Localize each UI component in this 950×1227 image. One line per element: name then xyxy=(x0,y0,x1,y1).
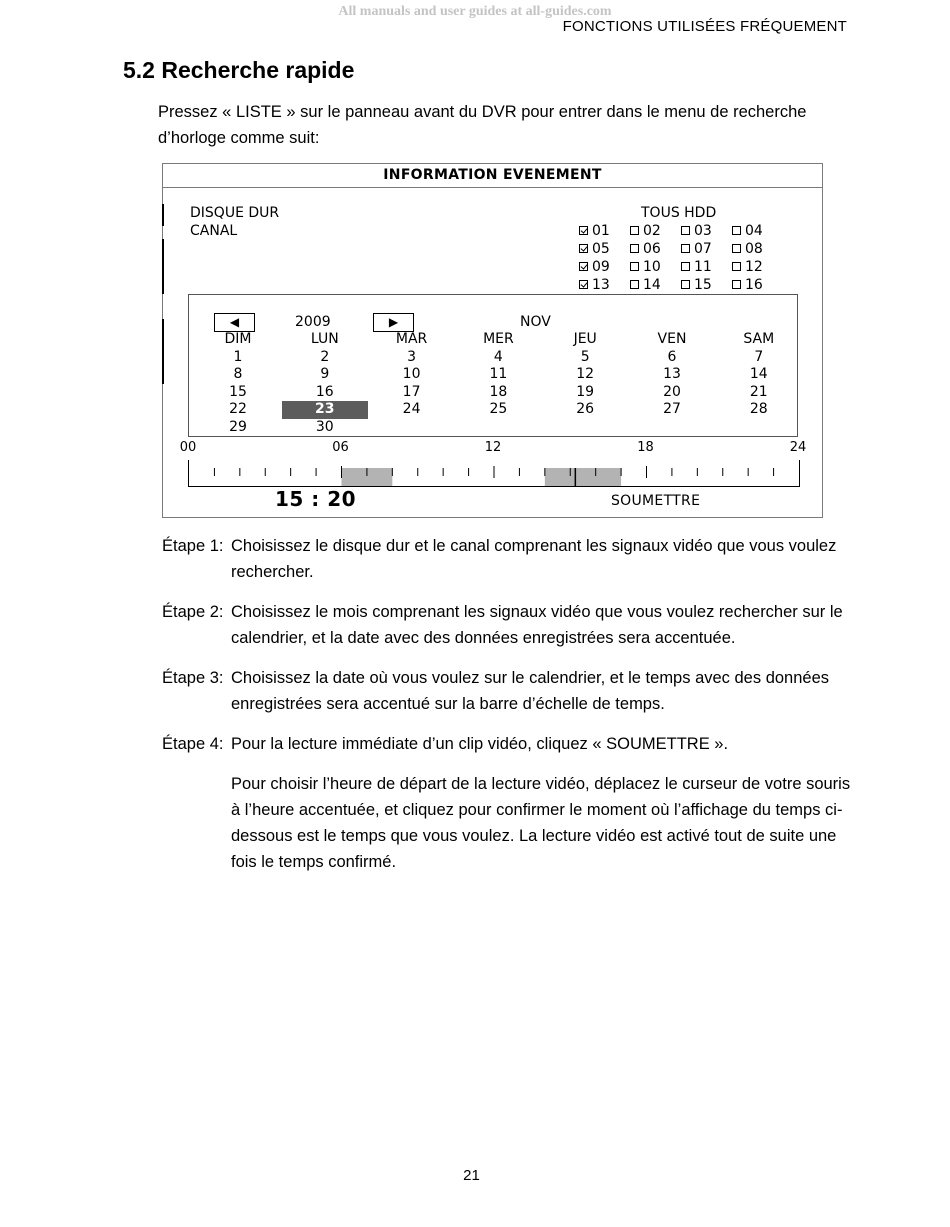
running-header: FONCTIONS UTILISÉES FRÉQUEMENT xyxy=(562,18,847,35)
channel-number: 08 xyxy=(745,241,763,257)
calendar-day[interactable]: 16 xyxy=(315,383,334,400)
calendar-week-row xyxy=(189,349,797,367)
steps-list xyxy=(162,533,852,875)
weekday-label: VEN xyxy=(657,331,687,347)
hour-label: 00 xyxy=(179,440,197,455)
calendar-year: 2009 xyxy=(295,314,331,330)
channel-number: 01 xyxy=(592,223,610,239)
timeline-hour-labels xyxy=(163,440,822,458)
panel-title: INFORMATION EVENEMENT xyxy=(163,164,822,188)
channel-checkbox[interactable] xyxy=(732,258,783,276)
channel-checkbox[interactable] xyxy=(630,222,681,240)
checkbox-empty-icon xyxy=(630,262,639,271)
step-label: Étape 3: xyxy=(162,669,224,687)
calendar-day[interactable]: 18 xyxy=(489,383,508,400)
arrow-left-icon: ◀ xyxy=(229,315,240,329)
calendar-day[interactable]: 25 xyxy=(489,401,508,418)
time-readout: 15 : 20 xyxy=(275,487,357,511)
checkbox-checked-icon xyxy=(579,280,588,289)
calendar-day[interactable]: 19 xyxy=(576,383,595,400)
calendar-day[interactable]: 4 xyxy=(493,348,503,365)
checkbox-empty-icon xyxy=(732,262,741,271)
next-year-button[interactable] xyxy=(373,313,414,332)
calendar xyxy=(188,294,798,437)
hour-label: 18 xyxy=(637,440,654,455)
channel-number: 04 xyxy=(745,223,763,239)
calendar-day-selected[interactable]: 23 xyxy=(282,401,368,419)
channel-checkbox[interactable] xyxy=(681,240,732,258)
calendar-day[interactable]: 24 xyxy=(402,401,421,418)
disk-label: DISQUE DUR xyxy=(190,205,280,221)
hour-label: 12 xyxy=(484,440,502,455)
checkbox-empty-icon xyxy=(681,226,690,235)
timeline-graphic xyxy=(189,460,799,486)
calendar-day[interactable]: 7 xyxy=(754,348,764,365)
calendar-day[interactable]: 5 xyxy=(580,348,590,365)
checkbox-checked-icon xyxy=(579,244,588,253)
step-text: Choisissez la date où vous voulez sur le calendrier, et le temps avec des données enregistrées sera accentué sur la barre d’échelle de temps. xyxy=(231,669,830,713)
step-item xyxy=(162,599,852,651)
channel-checkbox[interactable] xyxy=(681,258,732,276)
calendar-day[interactable]: 27 xyxy=(663,401,681,418)
recorded-segment[interactable] xyxy=(545,468,621,486)
checkbox-empty-icon xyxy=(681,262,690,271)
checkbox-empty-icon xyxy=(732,226,741,235)
channel-number: 06 xyxy=(643,241,661,257)
calendar-day[interactable]: 20 xyxy=(663,383,681,400)
channel-checkbox[interactable] xyxy=(681,222,732,240)
channel-number: 02 xyxy=(643,223,661,239)
weekday-label: MER xyxy=(483,331,514,347)
weekday-label: MAR xyxy=(395,331,428,347)
calendar-month: NOV xyxy=(520,314,551,330)
calendar-day[interactable]: 14 xyxy=(749,366,768,383)
checkbox-empty-icon xyxy=(681,244,690,253)
channel-grid xyxy=(579,222,789,294)
channel-number: 13 xyxy=(592,277,610,293)
step-item xyxy=(162,533,852,585)
calendar-day[interactable]: 2 xyxy=(320,348,330,365)
calendar-day[interactable]: 30 xyxy=(315,418,334,435)
submit-button[interactable]: SOUMETTRE xyxy=(611,493,701,509)
calendar-day[interactable]: 29 xyxy=(229,418,247,435)
calendar-day[interactable]: 21 xyxy=(749,383,768,400)
channel-checkbox[interactable] xyxy=(732,276,783,294)
weekday-header-row xyxy=(189,331,797,349)
panel-edge-mark xyxy=(162,204,164,226)
step-label: Étape 1: xyxy=(162,537,224,555)
step-label: Étape 4: xyxy=(162,735,224,753)
channel-checkbox[interactable] xyxy=(732,222,783,240)
calendar-day[interactable]: 9 xyxy=(320,366,330,383)
checkbox-empty-icon xyxy=(681,280,690,289)
channel-checkbox[interactable] xyxy=(579,240,630,258)
channel-checkbox[interactable] xyxy=(630,276,681,294)
calendar-week-row xyxy=(189,419,797,437)
calendar-day[interactable]: 13 xyxy=(663,366,681,383)
intro-paragraph: Pressez « LISTE » sur le panneau avant du DVR pour entrer dans le menu de recherche d’horloge comme suit: xyxy=(158,103,807,147)
calendar-day[interactable]: 8 xyxy=(233,366,243,383)
step-text: Choisissez le mois comprenant les signaux vidéo que vous voulez rechercher sur le calendrier, et la date avec des données enregistrées sera accentuée. xyxy=(231,603,843,647)
channel-number: 15 xyxy=(694,277,712,293)
calendar-week-row xyxy=(189,384,797,402)
calendar-day[interactable]: 10 xyxy=(402,366,421,383)
step-text: Choisissez le disque dur et le canal comprenant les signaux vidéo que vous voulez rechercher. xyxy=(231,537,837,581)
calendar-week-row xyxy=(189,401,797,419)
calendar-day[interactable]: 22 xyxy=(229,401,247,418)
channel-checkbox[interactable] xyxy=(630,240,681,258)
time-scale-bar[interactable] xyxy=(188,460,800,487)
calendar-day[interactable]: 1 xyxy=(233,348,243,365)
channel-number: 07 xyxy=(694,241,712,257)
channel-checkbox[interactable] xyxy=(579,276,630,294)
channel-number: 11 xyxy=(694,259,712,275)
checkbox-empty-icon xyxy=(630,226,639,235)
channel-number: 03 xyxy=(694,223,712,239)
checkbox-empty-icon xyxy=(732,280,741,289)
channel-label: CANAL xyxy=(190,223,238,239)
calendar-day[interactable]: 6 xyxy=(667,348,677,365)
calendar-day[interactable]: 15 xyxy=(229,383,247,400)
calendar-day[interactable]: 28 xyxy=(749,401,768,418)
weekday-label: DIM xyxy=(224,331,252,347)
channel-checkbox[interactable] xyxy=(579,258,630,276)
channel-checkbox[interactable] xyxy=(732,240,783,258)
checkbox-checked-icon xyxy=(579,262,588,271)
channel-number: 14 xyxy=(643,277,661,293)
section-title: 5.2 Recherche rapide xyxy=(123,57,355,83)
step-item xyxy=(162,665,852,717)
channel-number: 12 xyxy=(745,259,763,275)
hour-label: 24 xyxy=(789,440,807,455)
step-item xyxy=(162,731,852,757)
channel-number: 05 xyxy=(592,241,610,257)
prev-year-button[interactable] xyxy=(214,313,255,332)
checkbox-checked-icon xyxy=(579,226,588,235)
dvr-search-panel xyxy=(162,163,823,518)
step-note: Pour choisir l’heure de départ de la lecture vidéo, déplacez le curseur de votre souris à l’heure accentuée, et cliquez pour confirmer le moment où l’affichage du temps ci-dessous est le temps que vous voulez. La lecture vidéo est activé tout de suite une fois le temps confirmé. xyxy=(231,775,851,871)
hour-label: 06 xyxy=(332,440,349,455)
calendar-day[interactable]: 26 xyxy=(576,401,595,418)
calendar-day[interactable]: 12 xyxy=(576,366,595,383)
calendar-grid xyxy=(189,331,797,437)
checkbox-empty-icon xyxy=(630,244,639,253)
calendar-day[interactable]: 3 xyxy=(407,348,417,365)
calendar-day[interactable]: 11 xyxy=(489,366,508,383)
watermark: All manuals and user guides at all-guides.com xyxy=(338,4,612,19)
weekday-label: SAM xyxy=(743,331,775,347)
weekday-label: LUN xyxy=(310,331,339,347)
calendar-day[interactable]: 17 xyxy=(402,383,421,400)
panel-edge-mark xyxy=(162,319,164,384)
channel-checkbox[interactable] xyxy=(681,276,732,294)
checkbox-empty-icon xyxy=(630,280,639,289)
channel-checkbox[interactable] xyxy=(579,222,630,240)
channel-checkbox[interactable] xyxy=(630,258,681,276)
page-number: 21 xyxy=(463,1167,480,1184)
step-label: Étape 2: xyxy=(162,603,224,621)
channel-number: 10 xyxy=(643,259,661,275)
panel-edge-mark xyxy=(162,239,164,294)
channel-number: 16 xyxy=(745,277,763,293)
weekday-label: JEU xyxy=(573,331,597,347)
calendar-week-row xyxy=(189,366,797,384)
channel-number: 09 xyxy=(592,259,610,275)
all-hdd-option[interactable]: TOUS HDD xyxy=(641,205,717,221)
checkbox-empty-icon xyxy=(732,244,741,253)
arrow-right-icon: ▶ xyxy=(388,315,399,329)
step-text: Pour la lecture immédiate d’un clip vidéo, cliquez « SOUMETTRE ». xyxy=(231,735,729,753)
